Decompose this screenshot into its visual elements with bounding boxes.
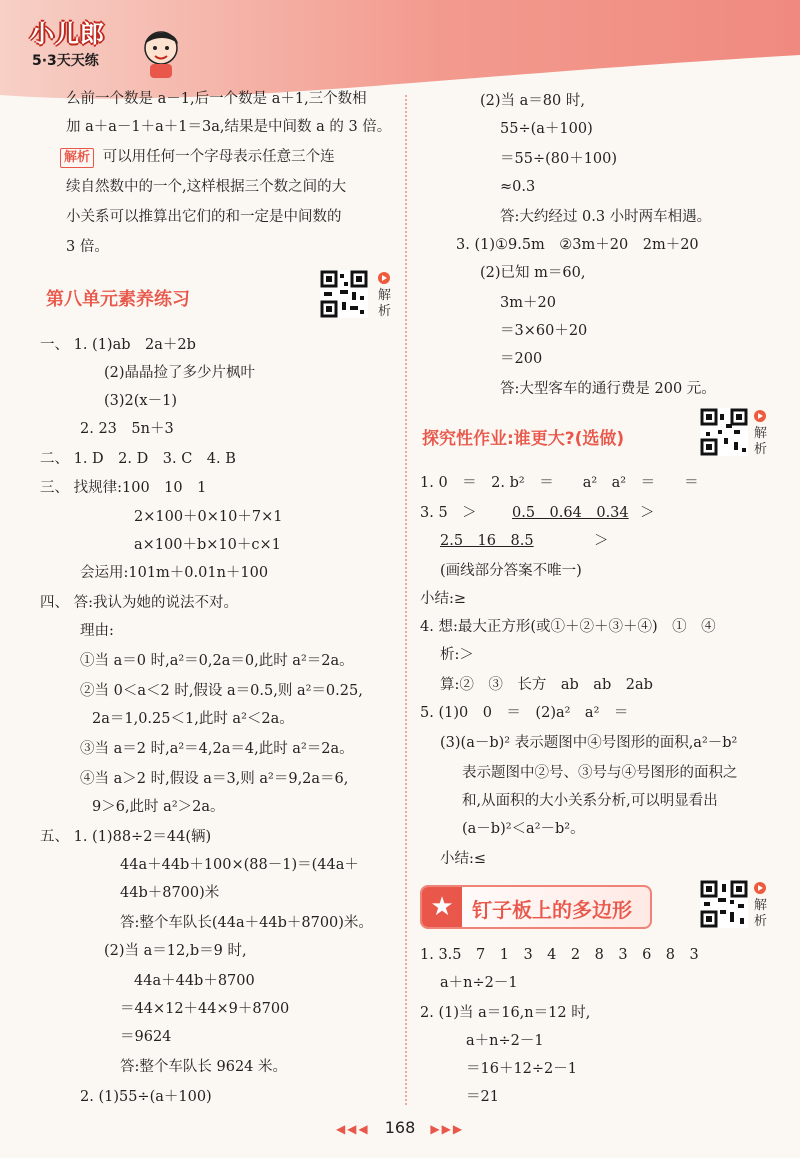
answer-line: ＝55÷(80＋100) <box>500 151 618 167</box>
answer-line: 答:整个车队长(44a＋44b＋8700)米。 <box>120 915 373 931</box>
qr-code-icon[interactable] <box>700 408 748 456</box>
column-divider <box>405 95 407 1105</box>
answer-line: (3)2(x－1) <box>104 393 177 409</box>
answer-line: 答:大约经过 0.3 小时两车相遇。 <box>500 209 712 225</box>
answer-line: 析:＞ <box>440 647 474 663</box>
answer-line: 2. 23 5n＋3 <box>80 421 174 437</box>
answer-line: 算:② ③ 长方 ab ab 2ab <box>440 677 653 693</box>
mascot-icon <box>140 26 182 80</box>
text-line: 续自然数中的一个,这样根据三个数之间的大 <box>66 179 347 195</box>
text-line: 小关系可以推算出它们的和一定是中间数的 <box>66 209 342 225</box>
answer-line: 55÷(a＋100) <box>500 121 593 137</box>
answer-line: ②当 0＜a＜2 时,假设 a＝0.5,则 a²＝0.25, <box>80 683 363 699</box>
answer-line: 44b＋8700)米 <box>120 885 220 901</box>
answer-line: 2. (1)当 a＝16,n＝12 时, <box>420 1005 591 1021</box>
answer-line: 3. (1)①9.5m ②3m＋20 2m＋20 <box>456 237 699 253</box>
answer-line: 4. 想:最大正方形(或①＋②＋③＋④) ① ④ <box>420 619 716 635</box>
page-footer <box>0 1118 800 1137</box>
next-arrows-icon: ▶▶▶ <box>430 1122 465 1136</box>
answer-line: 5. (1)0 0 ＝ (2)a² a² ＝ <box>420 705 629 721</box>
answer-line: 表示题图中②号、③号与④号图形的面积之 <box>462 765 738 781</box>
play-icon[interactable] <box>754 410 766 422</box>
answer-line: 2×100＋0×10＋7×1 <box>134 509 283 525</box>
answer-line: 会运用:101m＋0.01n＋100 <box>80 565 269 581</box>
answer-line: (2)当 a＝80 时, <box>480 93 585 109</box>
answer-line: a＋n÷2－1 <box>466 1033 544 1049</box>
answer-line: (2)已知 m＝60, <box>480 265 586 281</box>
play-icon[interactable] <box>378 272 390 284</box>
answer-line: a×100＋b×10＋c×1 <box>134 537 281 553</box>
answer-line: ①当 a＝0 时,a²＝0,2a＝0,此时 a²＝2a。 <box>80 653 354 669</box>
unit8-title: 第八单元素养练习 <box>46 289 190 310</box>
answer-line: ＝16＋12÷2－1 <box>466 1061 578 1077</box>
text-line: 加 a＋a－1＋a＋1＝3a,结果是中间数 a 的 3 倍。 <box>66 119 392 135</box>
answer-line: (3)(a－b)² 表示题图中④号图形的面积,a²－b² <box>440 735 738 751</box>
qr-label: 解析 <box>754 426 768 457</box>
qr-code-icon[interactable] <box>320 270 368 318</box>
qr-label: 解析 <box>754 898 768 929</box>
nail-board-header <box>420 885 652 929</box>
logo-sub-text: 5·3天天练 <box>32 53 99 69</box>
logo-main-text: 小儿郎 <box>30 20 105 48</box>
answer-line: 44a＋44b＋8700 <box>134 973 255 989</box>
answer-line: (画线部分答案不唯一) <box>440 563 582 579</box>
answer-line: 和,从面积的大小关系分析,可以明显看出 <box>462 793 718 809</box>
answer-line: ＝200 <box>500 351 543 367</box>
answer-line: 小结:≥ <box>420 591 467 607</box>
answer-line: 1. 3.5 7 1 3 4 2 8 3 6 8 3 <box>420 947 699 963</box>
answer-line: 1. 0 ＝ 2. b² ＝ a² a² ＝ ＝ <box>420 475 699 491</box>
underlined-answer: 2.5 16 8.5 <box>440 533 534 549</box>
underlined-answer: 0.5 0.64 0.34 <box>512 505 629 521</box>
answer-line: 3. 5 ＞ <box>420 505 477 521</box>
answer-line: 三、 找规律:100 10 1 <box>40 480 207 496</box>
nail-board-title: 钉子板上的多边形 <box>472 898 632 922</box>
answer-line: (a－b)²＜a²－b²。 <box>462 821 585 837</box>
answer-line: 2a＝1,0.25＜1,此时 a²＜2a。 <box>92 711 294 727</box>
answer-line: ＞ <box>594 533 609 549</box>
answer-line: ④当 a＞2 时,假设 a＝3,则 a²＝9,2a＝6, <box>80 771 349 787</box>
star-icon: ★ <box>422 887 462 927</box>
answer-line: a＋n÷2－1 <box>440 975 518 991</box>
page-number: 168 <box>384 1118 416 1137</box>
analysis-tag: 解析 <box>60 148 94 168</box>
answer-line: 二、 1. D 2. D 3. C 4. B <box>40 451 236 467</box>
brand-logo <box>30 14 160 74</box>
answer-line: 答:大型客车的通行费是 200 元。 <box>500 381 716 397</box>
answer-line: 2. (1)55÷(a＋100) <box>80 1089 212 1105</box>
qr-label: 解析 <box>378 288 392 319</box>
answer-line: ＝44×12＋44×9＋8700 <box>120 1001 290 1017</box>
answer-line: 3m＋20 <box>500 295 556 311</box>
answer-line: 答:整个车队长 9624 米。 <box>120 1059 288 1075</box>
answer-line: ＝21 <box>466 1089 499 1105</box>
explore-title: 探究性作业:谁更大?(选做) <box>422 429 625 449</box>
text-line: 可以用任何一个字母表示任意三个连 <box>102 149 335 165</box>
answer-line: 一、 1. (1)ab 2a＋2b <box>40 337 196 353</box>
answer-line: 五、 1. (1)88÷2＝44(辆) <box>40 829 212 845</box>
analysis-line <box>60 146 335 168</box>
answer-line: 9＞6,此时 a²＞2a。 <box>92 799 225 815</box>
answer-line: ＝9624 <box>120 1029 172 1045</box>
prev-arrows-icon: ◀◀◀ <box>335 1122 370 1136</box>
text-line: 3 倍。 <box>66 239 109 255</box>
answer-line: 44a＋44b＋100×(88－1)＝(44a＋ <box>120 857 359 873</box>
qr-code-icon[interactable] <box>700 880 748 928</box>
answer-line: 理由: <box>80 623 114 639</box>
answer-line: 四、 答:我认为她的说法不对。 <box>40 595 238 611</box>
play-icon[interactable] <box>754 882 766 894</box>
answer-line: (2)晶晶捡了多少片枫叶 <box>104 365 256 381</box>
answer-line: ③当 a＝2 时,a²＝4,2a＝4,此时 a²＝2a。 <box>80 741 354 757</box>
answer-line: (2)当 a＝12,b＝9 时, <box>104 943 247 959</box>
answer-line: ＝3×60＋20 <box>500 323 588 339</box>
answer-line: ＞ <box>640 505 655 521</box>
text-line: 么前一个数是 a－1,后一个数是 a＋1,三个数相 <box>66 91 367 107</box>
answer-line: ≈0.3 <box>500 179 536 195</box>
answer-line: 小结:≤ <box>440 851 487 867</box>
